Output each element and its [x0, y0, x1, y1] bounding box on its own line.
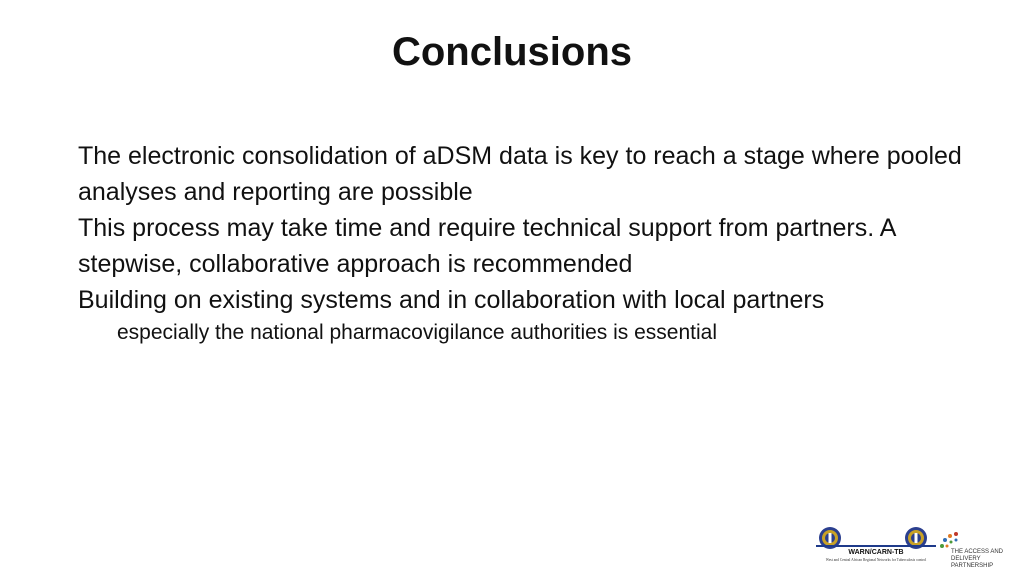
- bullet-paragraph-1: The electronic consolidation of aDSM data is key to reach a stage where pooled analyses and reporting are possible: [78, 142, 962, 206]
- warn-carn-tb-logo: [812, 522, 940, 568]
- warn-subtitle: West and Central African Regional Networks for Tuberculosis control: [825, 558, 927, 562]
- adp-line-2: DELIVERY PARTNERSHIP: [951, 556, 994, 569]
- slide-body: [78, 138, 978, 348]
- adp-line-1: THE ACCESS AND: [951, 549, 1004, 555]
- footer-logos: [812, 522, 1017, 570]
- warn-title: WARN/CARN-TB: [848, 549, 904, 556]
- slide-title: Conclusions: [391, 30, 633, 74]
- bullet-paragraph-3: Building on existing systems and in collaboration with local partners: [78, 286, 825, 314]
- access-delivery-partnership-logo: [936, 526, 1018, 569]
- bullet-paragraph-3-continuation: especially the national pharmacovigilance authorities is essential: [117, 321, 718, 344]
- warn-bar-icon: [812, 544, 940, 548]
- bullet-paragraph-2: This process may take time and require technical support from partners. A stepwise, collaborative approach is recommended: [78, 214, 896, 278]
- adp-name: [951, 549, 1019, 570]
